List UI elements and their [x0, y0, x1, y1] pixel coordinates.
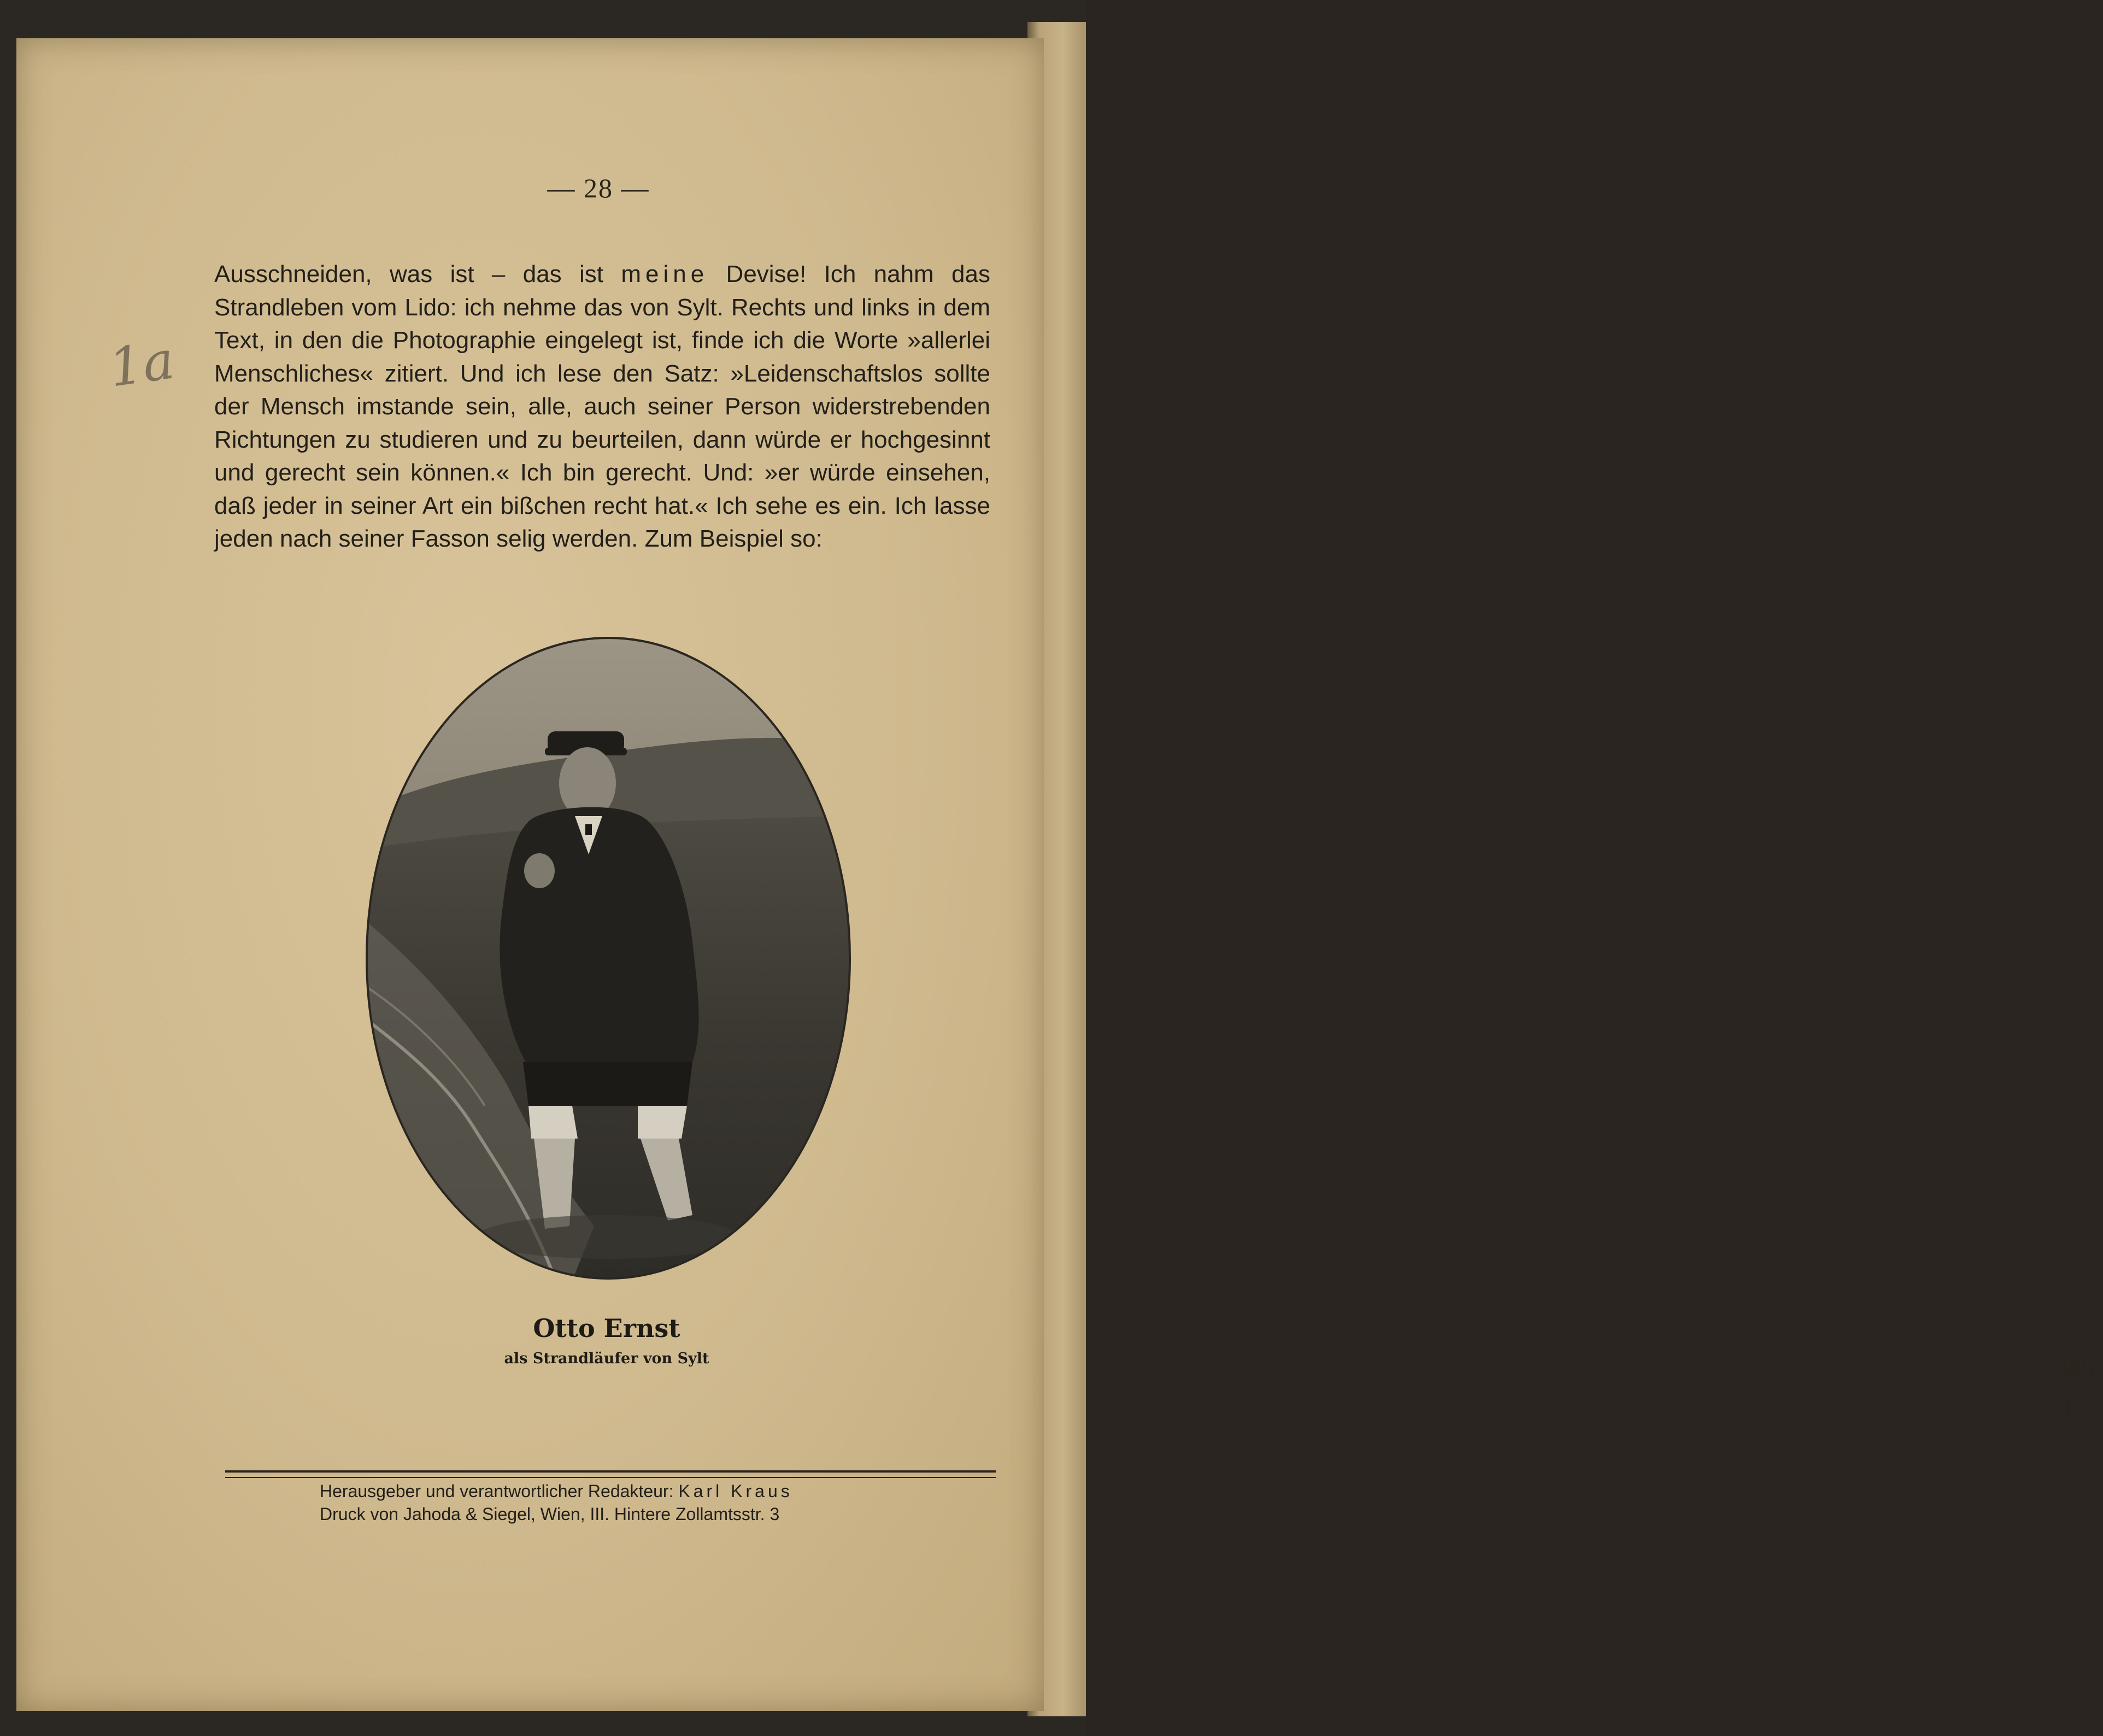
- paragraph-start: Ausschneiden, was ist – das ist: [214, 261, 621, 288]
- imprint-editor-name: Karl Kraus: [678, 1481, 793, 1501]
- paragraph-rest: Devise! Ich nahm das Strandleben vom Lido: ich nehme das von Sylt. Rechts und links in dem Text, in den die Photographie eingelegt ist, finde ich die Worte »allerlei Menschliches« zitiert. Und ich lese den Satz: »Leidenschaftslos sollte der Mensch imstande sein, alle, auch seiner Person widerstrebenden Richtungen zu studieren und zu beurteilen, dann würde er hochgesinnt und gerecht sein können.« Ich bin gerecht. Und: »er würde einsehen, daß jeder in seiner Art ein bißchen recht hat.« Ich sehe es ein. Ich lasse jeden nach seiner Fasson selig werden. Zum Beispiel so:: [214, 261, 990, 552]
- imprint-editor-line: [320, 1481, 921, 1502]
- edge-handwriting: wi p: [2056, 1343, 2101, 1427]
- footer-rule-thin: [225, 1477, 996, 1478]
- emphasized-word: meine: [621, 261, 709, 288]
- imprint-printer-line: Druck von Jahoda & Siegel, Wien, III. Hintere Zollamtsstr. 3: [320, 1504, 780, 1524]
- page-number: — 28 —: [547, 173, 650, 203]
- oval-photograph: [365, 636, 852, 1281]
- footer-rule-thick: [225, 1470, 996, 1473]
- photo-image: [365, 636, 852, 1281]
- photo-caption-subtitle: als Strandläufer von Sylt: [504, 1350, 709, 1367]
- body-paragraph: [214, 258, 990, 556]
- imprint-editor-label: Herausgeber und verantwortlicher Redakteur:: [320, 1481, 679, 1501]
- handwritten-margin-note: 1a: [105, 329, 178, 399]
- photo-caption-name: Otto Ernst: [533, 1313, 680, 1343]
